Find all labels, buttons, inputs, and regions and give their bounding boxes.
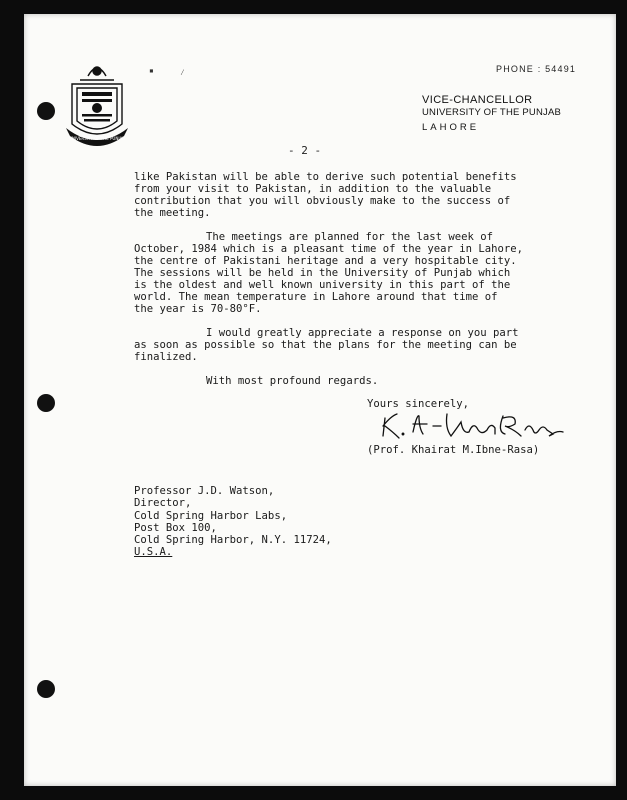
recipient-city: Cold Spring Harbor, N.Y. 11724,	[134, 534, 332, 547]
punch-hole	[37, 680, 55, 698]
body-paragraph: With most profound regards.	[206, 375, 379, 387]
letter-page	[24, 14, 616, 786]
signer-name: (Prof. Khairat M.Ibne-Rasa)	[367, 444, 540, 456]
letterhead	[422, 94, 561, 133]
page-number: - 2 -	[288, 144, 322, 157]
phone-number: PHONE : 54491	[496, 64, 577, 74]
letterhead-city: LAHORE	[422, 122, 480, 133]
recipient-address	[134, 485, 332, 559]
recipient-title: Director,	[134, 497, 192, 510]
closing: Yours sincerely,	[367, 398, 470, 410]
recipient-country: U.S.A.	[134, 546, 173, 559]
university-seal-logo	[64, 58, 130, 150]
recipient-box: Post Box 100,	[134, 521, 217, 534]
stray-mark: ▪	[149, 66, 154, 75]
body-paragraph: I would greatly appreciate a response on you part as soon as possible so that the plans for the meeting can be finalized.	[134, 327, 519, 363]
punch-hole	[37, 394, 55, 412]
recipient-org: Cold Spring Harbor Labs,	[134, 509, 288, 522]
body-paragraph: The meetings are planned for the last week of October, 1984 which is a pleasant time of the year in Lahore, the centre of Pakistani heritage and a very hospitable city. The sessions will be held in the University of Punjab which is the oldest and well known university in this part of the world. The mean temperature in Lahore around that time of the year is 70-80°F.	[134, 231, 524, 315]
punch-hole	[37, 102, 55, 120]
letterhead-institution: UNIVERSITY OF THE PUNJAB	[422, 107, 562, 118]
recipient-name: Professor J.D. Watson,	[134, 485, 275, 497]
svg-text:UNIVERSITY OF THE PUNJAB: UNIVERSITY OF THE PUNJAB	[69, 136, 125, 141]
body-paragraph: like Pakistan will be able to derive such potential benefits from your visit to Pakistan, in addition to the valuable contribution that you will obviously make to the success of the meeting.	[134, 171, 517, 219]
stray-mark: ⁄	[180, 68, 185, 77]
handwritten-signature	[377, 408, 567, 442]
letterhead-title: VICE-CHANCELLOR	[422, 94, 533, 106]
letter-body	[134, 171, 594, 399]
